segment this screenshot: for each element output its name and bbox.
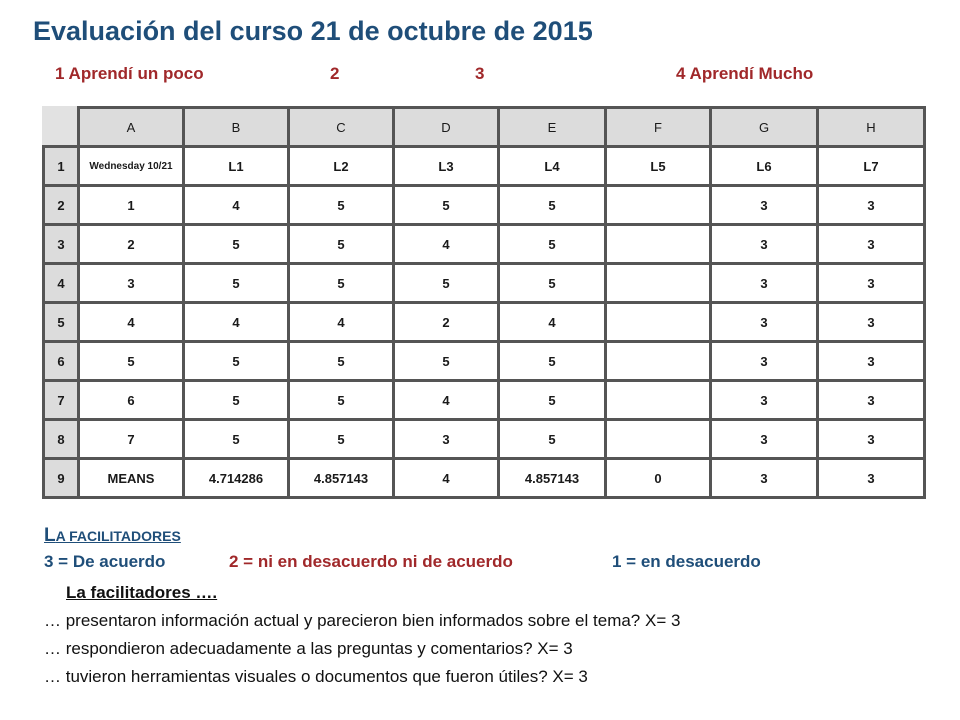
question-2: … respondieron adecuadamente a las preguntas y comentarios? X= 3 [44, 639, 573, 658]
row-header: 3 [44, 225, 79, 264]
table-cell: 4 [79, 303, 184, 342]
table-cell: 3 [818, 303, 925, 342]
table-cell: 4 [184, 303, 289, 342]
table-cell: 4.857143 [499, 459, 606, 498]
table-row [44, 186, 925, 225]
table-cell [606, 381, 711, 420]
table-cell: 5 [289, 381, 394, 420]
table-cell: 5 [499, 186, 606, 225]
table-cell [606, 420, 711, 459]
table-cell: 4 [394, 459, 499, 498]
table-cell: 3 [818, 459, 925, 498]
table-cell: 3 [394, 420, 499, 459]
table-cell: 4.714286 [184, 459, 289, 498]
column-header-b: B [184, 108, 289, 147]
table-cell: 5 [79, 342, 184, 381]
table-cell: 3 [711, 225, 818, 264]
table-cell: 3 [711, 342, 818, 381]
table-cell: 3 [818, 381, 925, 420]
table-cell: 5 [184, 342, 289, 381]
table-cell: MEANS [79, 459, 184, 498]
legend-disagree: 1 = en desacuerdo [612, 552, 761, 571]
table-cell: 5 [499, 420, 606, 459]
table-cell: 3 [711, 186, 818, 225]
table-cell: 5 [289, 342, 394, 381]
table-cell: 3 [818, 225, 925, 264]
table-cell: 3 [818, 420, 925, 459]
column-header-g: G [711, 108, 818, 147]
column-header-h: H [818, 108, 925, 147]
table-cell: L6 [711, 147, 818, 186]
table-cell: 4 [394, 225, 499, 264]
table-cell: 3 [711, 303, 818, 342]
table-cell: L1 [184, 147, 289, 186]
table-cell [606, 264, 711, 303]
table-cell: 4.857143 [289, 459, 394, 498]
column-header-a: A [79, 108, 184, 147]
table-cell: 3 [818, 186, 925, 225]
table-cell: 5 [394, 342, 499, 381]
section-title [44, 525, 181, 547]
table-cell: 3 [711, 264, 818, 303]
table-cell: 5 [184, 225, 289, 264]
table-cell: 5 [499, 381, 606, 420]
table-cell [606, 186, 711, 225]
table-row [44, 342, 925, 381]
table-cell: 7 [79, 420, 184, 459]
row-header: 7 [44, 381, 79, 420]
table-cell: L2 [289, 147, 394, 186]
table-cell: 3 [79, 264, 184, 303]
table-cell: 2 [79, 225, 184, 264]
table-cell: 3 [818, 342, 925, 381]
scale-label-4: 4 Aprendí Mucho [676, 64, 814, 83]
table-row [44, 264, 925, 303]
table-cell: 5 [394, 186, 499, 225]
question-3: … tuvieron herramientas visuales o documentos que fueron útiles? X= 3 [44, 667, 588, 686]
table-row [44, 459, 925, 498]
scale-label-2: 2 [330, 64, 340, 83]
table-cell [606, 342, 711, 381]
scale-label-1: 1 Aprendí un poco [55, 64, 204, 83]
legend-neutral: 2 = ni en desacuerdo ni de acuerdo [229, 552, 513, 571]
row-header: 5 [44, 303, 79, 342]
table-cell: 4 [394, 381, 499, 420]
table-cell: Wednesday 10/21 [79, 147, 184, 186]
table-cell: 4 [184, 186, 289, 225]
table-cell: L4 [499, 147, 606, 186]
table-cell: 1 [79, 186, 184, 225]
table-cell: 5 [394, 264, 499, 303]
spreadsheet-table [42, 106, 926, 499]
table-cell: 5 [499, 264, 606, 303]
row-header: 8 [44, 420, 79, 459]
column-header-row [44, 108, 925, 147]
table-cell: 2 [394, 303, 499, 342]
section-title-rest: A FACILITADORES [55, 528, 181, 544]
corner-cell [44, 108, 79, 147]
table-cell: 5 [184, 420, 289, 459]
table-cell: 5 [499, 342, 606, 381]
table-cell: 5 [289, 186, 394, 225]
table-cell: 5 [499, 225, 606, 264]
column-header-d: D [394, 108, 499, 147]
table-cell: 0 [606, 459, 711, 498]
table-cell: 5 [289, 264, 394, 303]
table-cell: 3 [711, 459, 818, 498]
column-header-c: C [289, 108, 394, 147]
table-cell: 3 [711, 420, 818, 459]
facilitators-subtitle: La facilitadores …. [66, 583, 218, 602]
table-cell: 3 [711, 381, 818, 420]
section-title-initial: L [44, 525, 56, 546]
table-cell: 6 [79, 381, 184, 420]
table-row [44, 225, 925, 264]
table-cell: 3 [818, 264, 925, 303]
table-cell: L5 [606, 147, 711, 186]
column-header-f: F [606, 108, 711, 147]
table-cell: 5 [184, 381, 289, 420]
table-cell: 4 [499, 303, 606, 342]
table-row [44, 420, 925, 459]
row-header: 6 [44, 342, 79, 381]
table-cell [606, 303, 711, 342]
table-cell: 5 [184, 264, 289, 303]
table-cell: L7 [818, 147, 925, 186]
row-header: 4 [44, 264, 79, 303]
table-row [44, 381, 925, 420]
legend-agree: 3 = De acuerdo [44, 552, 166, 571]
row-header: 2 [44, 186, 79, 225]
scale-label-3: 3 [475, 64, 485, 83]
table-row [44, 147, 925, 186]
table-row [44, 303, 925, 342]
table-cell: L3 [394, 147, 499, 186]
table-cell: 4 [289, 303, 394, 342]
table-cell: 5 [289, 420, 394, 459]
row-header: 1 [44, 147, 79, 186]
page-title: Evaluación del curso 21 de octubre de 2015 [33, 16, 593, 46]
question-1: … presentaron información actual y parecieron bien informados sobre el tema? X= 3 [44, 611, 681, 630]
table-cell [606, 225, 711, 264]
column-header-e: E [499, 108, 606, 147]
row-header: 9 [44, 459, 79, 498]
table-cell: 5 [289, 225, 394, 264]
